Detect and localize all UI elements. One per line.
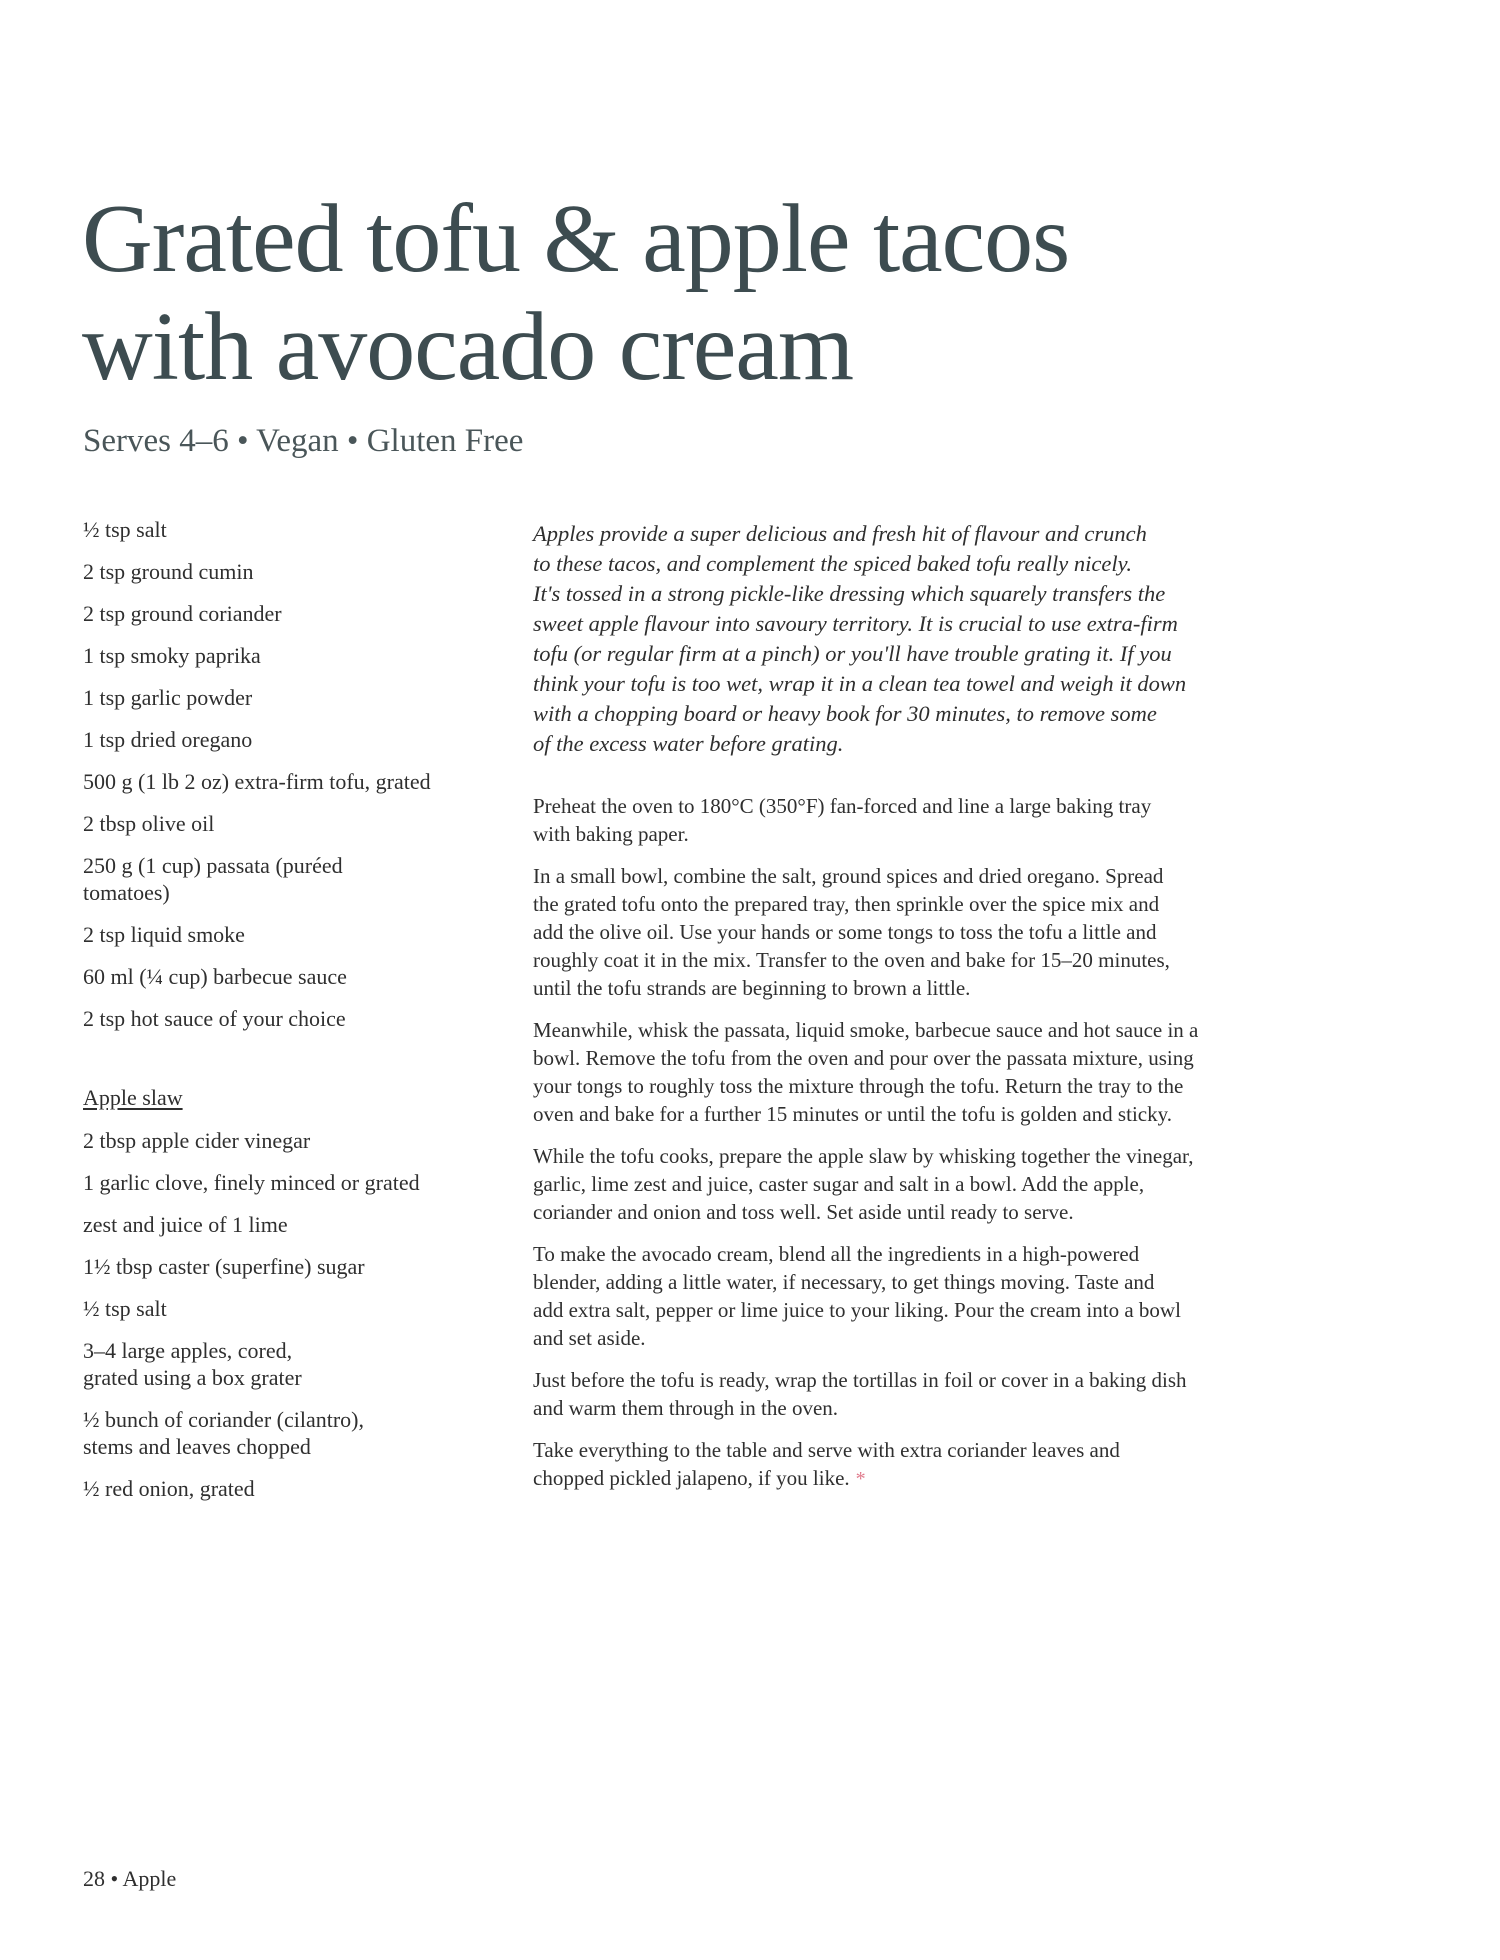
method-step: To make the avocado cream, blend all the ingredients in a high-powered blender, adding a little water, if necessary, to get things moving. Taste and add extra salt, pepper or lime juice to your liking. Pour the cream into a bowl and set aside. — [533, 1242, 1181, 1350]
ingredient-item: 2 tsp ground coriander — [83, 601, 282, 626]
ingredient-item: ½ tsp salt — [83, 517, 167, 542]
method-step: Preheat the oven to 180°C (350°F) fan-forced and line a large baking tray with baking paper. — [533, 794, 1152, 846]
slaw-ingredient-list — [83, 1127, 483, 1517]
end-mark-icon: * — [855, 1468, 866, 1490]
ingredient-item: 60 ml (¼ cup) barbecue sauce — [83, 964, 347, 989]
slaw-ingredient-item: zest and juice of 1 lime — [83, 1212, 288, 1237]
ingredient-item: 2 tsp ground cumin — [83, 559, 254, 584]
ingredient-list — [83, 516, 483, 1047]
slaw-ingredient-item: ½ bunch of coriander (cilantro), stems and leaves chopped — [83, 1407, 364, 1459]
ingredient-item: 1 tsp smoky paprika — [83, 643, 261, 668]
ingredient-item: 2 tsp liquid smoke — [83, 922, 245, 947]
method-step: Just before the tofu is ready, wrap the tortillas in foil or cover in a baking dish and warm them through in the oven. — [533, 1368, 1187, 1420]
ingredient-item: 2 tsp hot sauce of your choice — [83, 1006, 346, 1031]
recipe-intro: Apples provide a super delicious and fresh hit of flavour and crunch to these tacos, and complement the spiced baked tofu really nicely. It's tossed in a strong pickle-like dressing which squarely transfers the sweet apple flavour into savoury territory. It is crucial to use extra-firm tofu (or regular firm at a pinch) or you'll have trouble grating it. If you think your tofu is too wet, wrap it in a clean tea towel and weigh it down with a chopping board or heavy book for 30 minutes, to remove some of the excess water before grating. — [533, 521, 1187, 756]
recipe-subtitle: Serves 4–6 • Vegan • Gluten Free — [83, 423, 524, 459]
title-line-1: Grated tofu & apple tacos — [82, 185, 1070, 293]
title-line-2: with avocado cream — [82, 293, 854, 401]
slaw-ingredient-item: 1 garlic clove, finely minced or grated — [83, 1170, 420, 1195]
page-folio: 28 • Apple — [83, 1866, 177, 1891]
method-step: In a small bowl, combine the salt, ground spices and dried oregano. Spread the grated tofu onto the prepared tray, then sprinkle over the spice mix and add the olive oil. Use your hands or some tongs to toss the tofu a little and roughly coat it in the mix. Transfer to the oven and bake for 15–20 minutes, until the tofu strands are beginning to brown a little. — [533, 864, 1170, 1000]
page-title — [82, 185, 1182, 401]
slaw-ingredient-item: 3–4 large apples, cored, grated using a box grater — [83, 1338, 302, 1390]
method-step: While the tofu cooks, prepare the apple slaw by whisking together the vinegar, garlic, lime zest and juice, caster sugar and salt in a bowl. Add the apple, coriander and onion and toss well. Set aside until ready to serve. — [533, 1144, 1194, 1224]
ingredient-item: 1 tsp dried oregano — [83, 727, 253, 752]
method-step: Take everything to the table and serve with extra coriander leaves and chopped pickled jalapeno, if you like. * — [533, 1438, 1120, 1490]
apple-slaw-heading: Apple slaw — [83, 1085, 183, 1110]
ingredient-item: 250 g (1 cup) passata (puréed tomatoes) — [83, 853, 343, 905]
slaw-ingredient-item: 1½ tbsp caster (superfine) sugar — [83, 1254, 365, 1279]
ingredient-item: 2 tbsp olive oil — [83, 811, 215, 836]
method-step: Meanwhile, whisk the passata, liquid smoke, barbecue sauce and hot sauce in a bowl. Remove the tofu from the oven and pour over the passata mixture, using your tongs to roughly toss the mixture through the tofu. Return the tray to the oven and bake for a further 15 minutes or until the tofu is golden and sticky. — [533, 1018, 1199, 1126]
ingredient-item: 1 tsp garlic powder — [83, 685, 253, 710]
slaw-ingredient-item: ½ red onion, grated — [83, 1476, 255, 1501]
slaw-ingredient-item: ½ tsp salt — [83, 1296, 167, 1321]
ingredient-item: 500 g (1 lb 2 oz) extra-firm tofu, grated — [83, 769, 431, 794]
slaw-ingredient-item: 2 tbsp apple cider vinegar — [83, 1128, 311, 1153]
method-steps — [533, 792, 1313, 1507]
